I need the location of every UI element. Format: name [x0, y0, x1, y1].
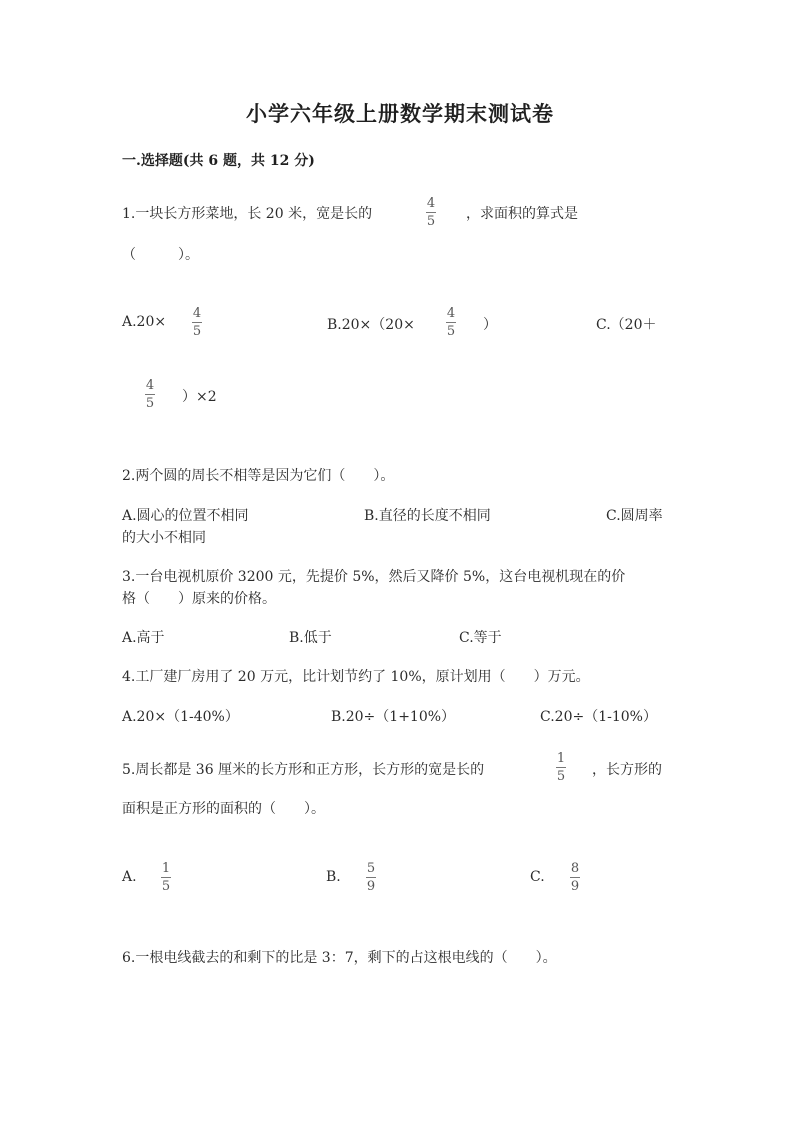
- q5-option-a: A.: [122, 869, 137, 885]
- q2-option-c-cont: 的大小不相同: [122, 530, 206, 546]
- page-title: 小学六年级上册数学期末测试卷: [246, 101, 554, 126]
- fraction-numerator: 4: [426, 196, 436, 211]
- fraction-bar: [161, 877, 171, 878]
- q1-text-part1: 1.一块长方形菜地，长 20 米，宽是长的: [122, 206, 373, 222]
- fraction-numerator: 8: [570, 861, 580, 876]
- fraction-bar: [366, 877, 376, 878]
- q6-text: 6.一根电线截去的和剩下的比是 3：7，剩下的占这根电线的（ ）。: [122, 950, 557, 966]
- fraction-bar: [446, 322, 456, 323]
- q1-option-c: C.（20＋: [596, 317, 657, 333]
- q5-option-b-fraction: [366, 861, 376, 894]
- fraction-bar: [192, 322, 202, 323]
- q2-option-b: B.直径的长度不相同: [364, 508, 491, 524]
- q4-option-b: B.20÷（1+10%）: [331, 709, 456, 725]
- q1-option-c-close: ）×2: [182, 389, 217, 405]
- q5-fraction: [556, 751, 566, 784]
- q5-option-a-fraction: [161, 861, 171, 894]
- fraction-denominator: 5: [192, 324, 202, 339]
- fraction-numerator: 4: [145, 378, 155, 393]
- fraction-numerator: 4: [192, 306, 202, 321]
- q5-option-b: B.: [326, 869, 341, 885]
- fraction-denominator: 5: [161, 879, 171, 894]
- fraction-numerator: 4: [446, 306, 456, 321]
- q5-option-c: C.: [530, 869, 545, 885]
- fraction-numerator: 1: [161, 861, 171, 876]
- q5-text-part1: 5.周长都是 36 厘米的长方形和正方形，长方形的宽是长的: [122, 762, 485, 778]
- q5-text-part2: ，长方形的: [592, 762, 662, 778]
- fraction-bar: [426, 212, 436, 213]
- q1-option-b: B.20×（20×: [327, 317, 415, 333]
- fraction-denominator: 5: [426, 214, 436, 229]
- fraction-numerator: 1: [556, 751, 566, 766]
- q4-option-a: A.20×（1-40%）: [122, 709, 239, 725]
- q1-option-a: A.20×: [122, 314, 167, 330]
- q5-text-line2: 面积是正方形的面积的（ ）。: [122, 801, 325, 817]
- q1-text-part2: ，求面积的算式是: [466, 206, 578, 222]
- q2-option-c: C.圆周率: [606, 508, 663, 524]
- q1-option-c-fraction: [145, 378, 155, 411]
- q1-fraction: [426, 196, 436, 229]
- fraction-denominator: 9: [366, 879, 376, 894]
- section-heading: 一.选择题(共 6 题，共 12 分): [122, 153, 315, 169]
- q4-option-c: C.20÷（1-10%）: [540, 709, 657, 725]
- q4-text: 4.工厂建厂房用了 20 万元，比计划节约了 10%，原计划用（ ）万元。: [122, 669, 590, 685]
- fraction-bar: [570, 877, 580, 878]
- fraction-denominator: 5: [556, 769, 566, 784]
- fraction-bar: [145, 394, 155, 395]
- q5-option-c-fraction: [570, 861, 580, 894]
- q1-option-b-close: ）: [483, 317, 497, 333]
- fraction-denominator: 9: [570, 879, 580, 894]
- fraction-numerator: 5: [366, 861, 376, 876]
- q2-text: 2.两个圆的周长不相等是因为它们（ ）。: [122, 468, 395, 484]
- q1-option-a-fraction: [192, 306, 202, 339]
- q1-option-b-fraction: [446, 306, 456, 339]
- q3-option-b: B.低于: [289, 630, 332, 646]
- q3-option-a: A.高于: [122, 630, 165, 646]
- fraction-bar: [556, 767, 566, 768]
- q3-option-c: C.等于: [459, 630, 502, 646]
- fraction-denominator: 5: [145, 396, 155, 411]
- q3-text-line2: 格（ ）原来的价格。: [122, 591, 276, 607]
- q1-text-line2: （ ）。: [122, 247, 199, 263]
- fraction-denominator: 5: [446, 324, 456, 339]
- q3-text-line1: 3.一台电视机原价 3200 元，先提价 5%，然后又降价 5%，这台电视机现在的价: [122, 569, 626, 585]
- q2-option-a: A.圆心的位置不相同: [122, 508, 249, 524]
